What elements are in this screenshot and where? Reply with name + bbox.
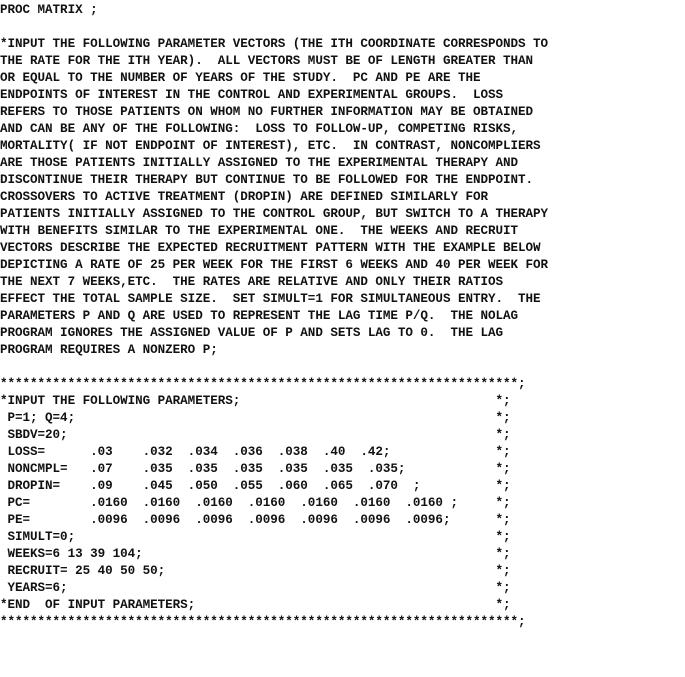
- comment-line: EFFECT THE TOTAL SAMPLE SIZE. SET SIMULT=1 FOR SIMULTANEOUS ENTRY. THE: [0, 292, 541, 306]
- spacer: [0, 19, 685, 36]
- param-line: PE= .0096 .0096 .0096 .0096 .0096 .0096 .0096; *;: [0, 513, 511, 527]
- comment-line: ENDPOINTS OF INTEREST IN THE CONTROL AND EXPERIMENTAL GROUPS. LOSS: [0, 88, 504, 102]
- comment-line: ARE THOSE PATIENTS INITIALLY ASSIGNED TO THE EXPERIMENTAL THERAPY AND: [0, 156, 519, 170]
- param-line: WEEKS=6 13 39 104; *;: [0, 547, 511, 561]
- parameter-box: [0, 376, 685, 631]
- comment-line: *INPUT THE FOLLOWING PARAMETER VECTORS (THE ITH COORDINATE CORRESPONDS TO: [0, 37, 549, 51]
- comment-line: PROGRAM REQUIRES A NONZERO P;: [0, 343, 218, 357]
- param-line: *INPUT THE FOLLOWING PARAMETERS; *;: [0, 394, 511, 408]
- comment-line: PATIENTS INITIALLY ASSIGNED TO THE CONTROL GROUP, BUT SWITCH TO A THERAPY: [0, 207, 549, 221]
- comment-line: AND CAN BE ANY OF THE FOLLOWING: LOSS TO FOLLOW-UP, COMPETING RISKS,: [0, 122, 519, 136]
- asterisk-border-bottom: *********************************************************************;: [0, 615, 526, 629]
- comment-line: OR EQUAL TO THE NUMBER OF YEARS OF THE STUDY. PC AND PE ARE THE: [0, 71, 481, 85]
- sas-program-listing: [0, 2, 685, 631]
- comment-line: THE NEXT 7 WEEKS,ETC. THE RATES ARE RELATIVE AND ONLY THEIR RATIOS: [0, 275, 504, 289]
- asterisk-border-top: *********************************************************************;: [0, 377, 526, 391]
- comment-line: MORTALITY( IF NOT ENDPOINT OF INTEREST), ETC. IN CONTRAST, NONCOMPLIERS: [0, 139, 541, 153]
- param-line: SBDV=20; *;: [0, 428, 511, 442]
- comment-line: WITH BENEFITS SIMILAR TO THE EXPERIMENTAL ONE. THE WEEKS AND RECRUIT: [0, 224, 519, 238]
- param-line: PC= .0160 .0160 .0160 .0160 .0160 .0160 .0160 ; *;: [0, 496, 511, 510]
- comment-line: THE RATE FOR THE ITH YEAR). ALL VECTORS MUST BE OF LENGTH GREATER THAN: [0, 54, 534, 68]
- comment-line: DISCONTINUE THEIR THERAPY BUT CONTINUE TO BE FOLLOWED FOR THE ENDPOINT.: [0, 173, 534, 187]
- comment-line: REFERS TO THOSE PATIENTS ON WHOM NO FURTHER INFORMATION MAY BE OBTAINED: [0, 105, 534, 119]
- spacer: [0, 359, 685, 376]
- param-line: *END OF INPUT PARAMETERS; *;: [0, 598, 511, 612]
- param-line: RECRUIT= 25 40 50 50; *;: [0, 564, 511, 578]
- proc-statement: PROC MATRIX ;: [0, 3, 98, 17]
- comment-line: DEPICTING A RATE OF 25 PER WEEK FOR THE FIRST 6 WEEKS AND 40 PER WEEK FOR: [0, 258, 549, 272]
- comment-line: PARAMETERS P AND Q ARE USED TO REPRESENT THE LAG TIME P/Q. THE NOLAG: [0, 309, 519, 323]
- param-line: SIMULT=0; *;: [0, 530, 511, 544]
- param-line: DROPIN= .09 .045 .050 .055 .060 .065 .070 ; *;: [0, 479, 511, 493]
- comment-block: [0, 36, 685, 359]
- param-line: LOSS= .03 .032 .034 .036 .038 .40 .42; *;: [0, 445, 511, 459]
- comment-line: VECTORS DESCRIBE THE EXPECTED RECRUITMENT PATTERN WITH THE EXAMPLE BELOW: [0, 241, 541, 255]
- comment-line: PROGRAM IGNORES THE ASSIGNED VALUE OF P AND SETS LAG TO 0. THE LAG: [0, 326, 504, 340]
- param-line: P=1; Q=4; *;: [0, 411, 511, 425]
- param-line: NONCMPL= .07 .035 .035 .035 .035 .035 .035; *;: [0, 462, 511, 476]
- param-line: YEARS=6; *;: [0, 581, 511, 595]
- comment-line: CROSSOVERS TO ACTIVE TREATMENT (DROPIN) ARE DEFINED SIMILARLY FOR: [0, 190, 488, 204]
